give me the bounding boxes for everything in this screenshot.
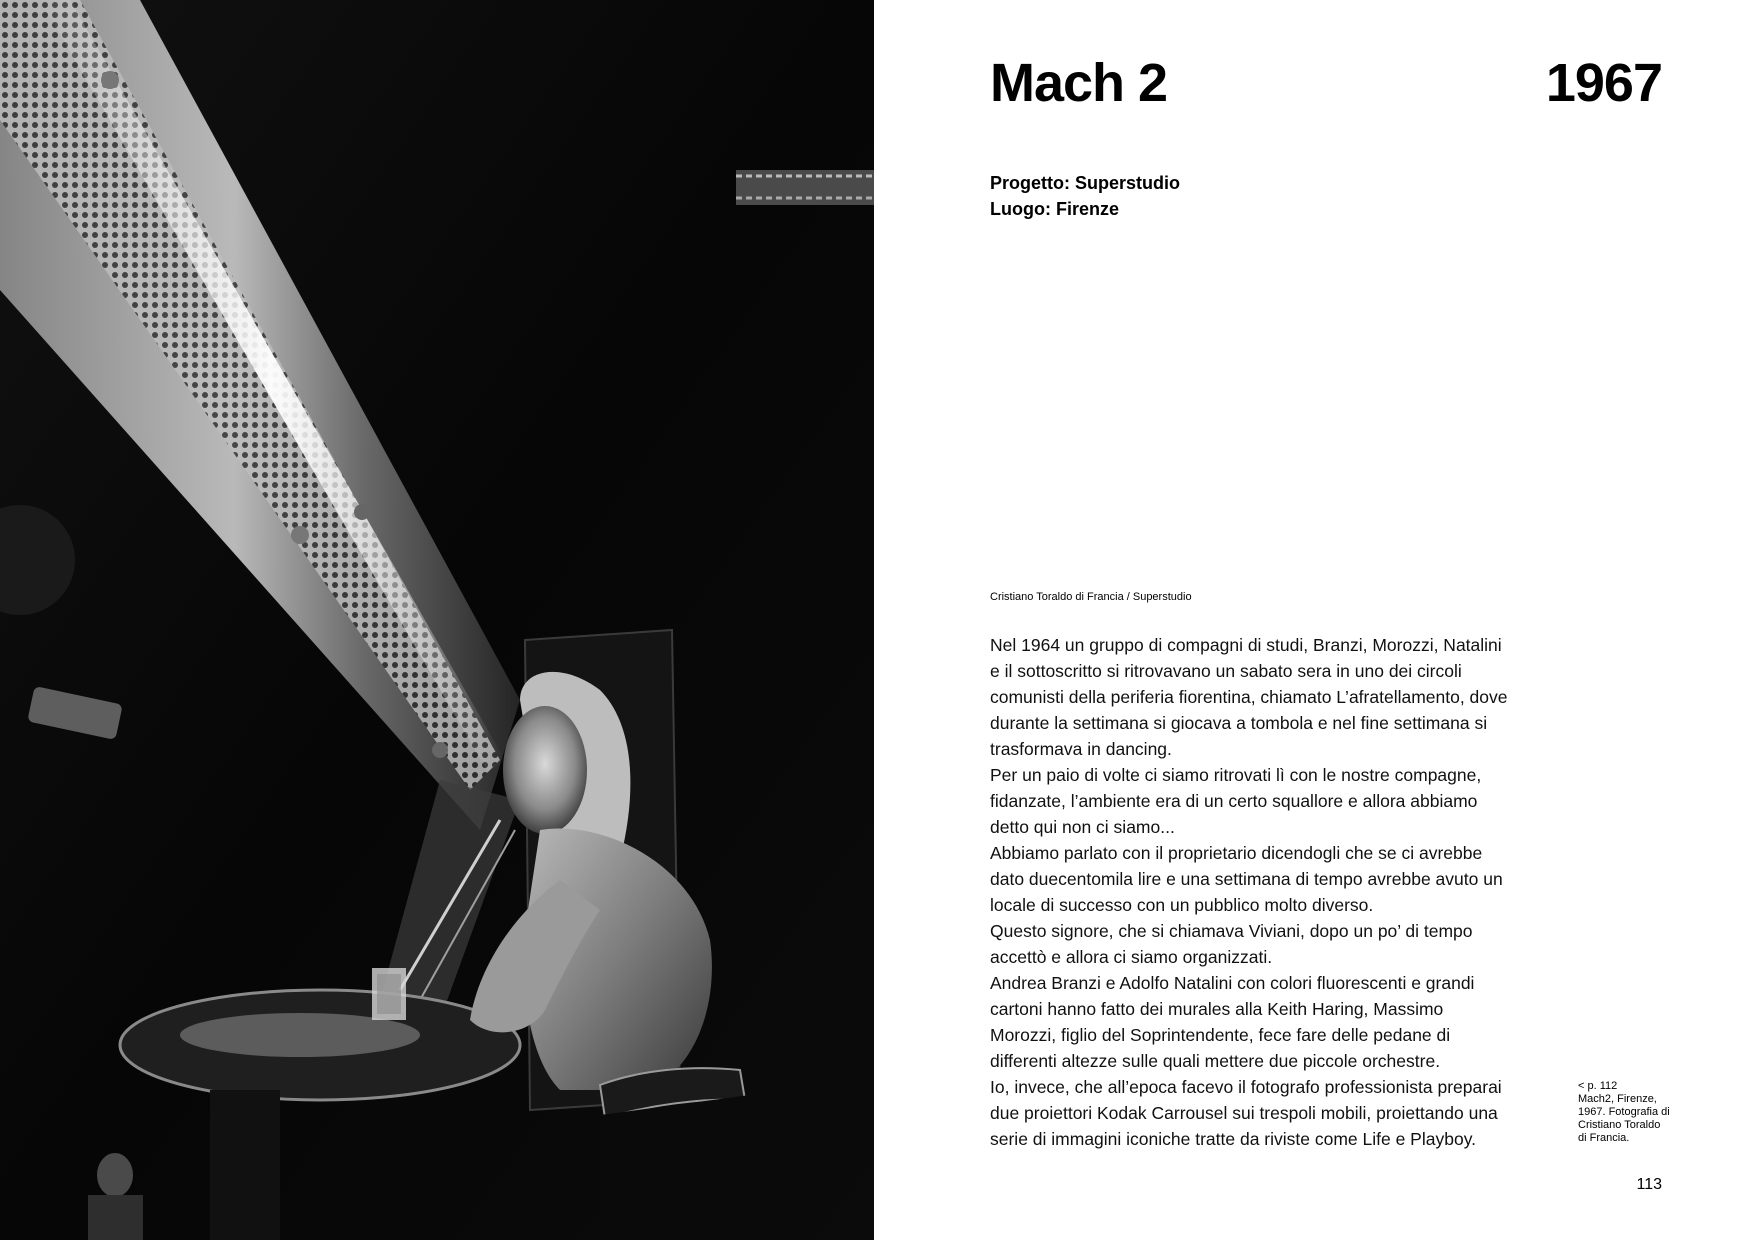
body-text [990, 632, 1550, 1152]
project-meta [990, 170, 1180, 222]
paragraph: Questo signore, che si chiamava Viviani, dopo un po’ di tempo accettò e allora ci siamo organizzati. [990, 921, 1473, 967]
paragraph: Per un paio di volte ci siamo ritrovati lì con le nostre compagne, fidanzate, l’ambiente era di un certo squallore e allora abbiamo detto qui non ci siamo... [990, 765, 1482, 837]
text-page [874, 0, 1748, 1240]
page-title: Mach 2 [990, 53, 1168, 113]
paragraph: Nel 1964 un gruppo di compagni di studi, Branzi, Morozzi, Natalini e il sottoscritto si ritrovavano un sabato sera in uno dei circoli comunisti della periferia fiorentina, chiamato L’afratellamento, dove durante la settimana si giocava a tombola e nel fine settimana si trasformava in dancing. [990, 635, 1508, 759]
paragraph: Abbiamo parlato con il proprietario dicendogli che se ci avrebbe dato duecentomila lire e una settimana di tempo avrebbe avuto un locale di successo con un pubblico molto diverso. [990, 843, 1503, 915]
page-year: 1967 [1545, 53, 1662, 113]
paragraph: Andrea Branzi e Adolfo Natalini con colori fluorescenti e grandi cartoni hanno fatto dei murales alla Keith Haring, Massimo Morozzi, figlio del Soprintendente, fece fare delle pedane di differenti altezze sulle quali mettere due piccole orchestre. [990, 973, 1475, 1071]
project-line: Progetto: Superstudio [990, 173, 1180, 193]
photo-caption [1578, 1080, 1688, 1145]
photo-credit: Cristiano Toraldo di Francia / Superstudio [990, 591, 1192, 603]
caption-line: 1967. Fotografia di [1578, 1106, 1670, 1118]
caption-page-ref: < p. 112 [1578, 1080, 1618, 1092]
paragraph: Io, invece, che all’epoca facevo il fotografo professionista preparai due proiettori Kodak Carrousel sui trespoli mobili, proiettando una serie di immagini iconiche tratte da riviste come Life e Playboy. [990, 1077, 1502, 1149]
caption-line: Mach2, Firenze, [1578, 1093, 1657, 1105]
caption-line: Cristiano Toraldo [1578, 1119, 1661, 1131]
caption-line: di Francia. [1578, 1132, 1630, 1144]
page-number: 113 [1636, 1176, 1662, 1193]
place-line: Luogo: Firenze [990, 199, 1119, 219]
